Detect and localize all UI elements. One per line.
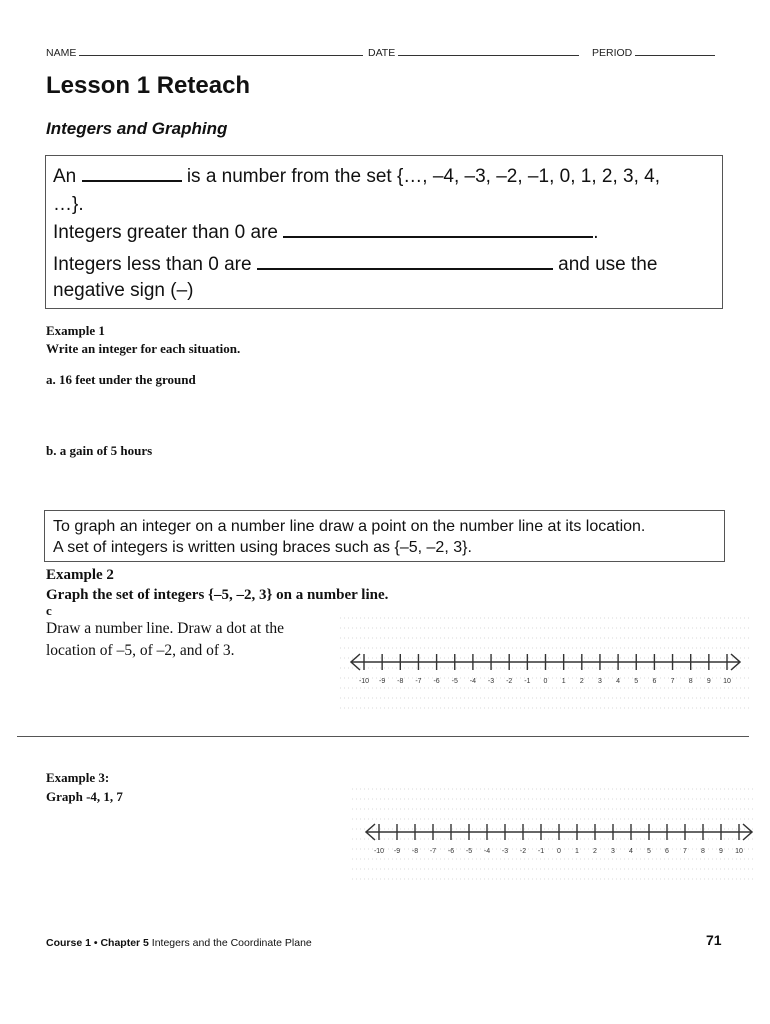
tick-label: -4 xyxy=(483,848,491,855)
tick-label: 6 xyxy=(665,848,669,855)
tick-label: 1 xyxy=(575,848,579,855)
tick-label: 3 xyxy=(611,848,615,855)
tick-label: -6 xyxy=(433,678,440,685)
negative-integers-blank[interactable] xyxy=(257,254,553,270)
stray-letter: c xyxy=(46,603,52,618)
tick-label: 9 xyxy=(706,678,711,685)
date-field xyxy=(368,46,579,59)
date-blank[interactable] xyxy=(398,46,579,56)
example-2-heading: Example 2 xyxy=(46,567,114,583)
tick-label: 6 xyxy=(652,678,657,685)
example-1-item-b: b. a gain of 5 hours xyxy=(46,443,153,458)
period-blank[interactable] xyxy=(635,46,715,56)
name-blank[interactable] xyxy=(79,46,363,56)
tick-label: -8 xyxy=(397,678,404,685)
example-3-instruction: Graph -4, 1, 7 xyxy=(46,789,123,804)
tick-label: -8 xyxy=(411,848,419,855)
footer-course-label: Course 1 • Chapter 5 xyxy=(46,937,149,949)
definition-text: An xyxy=(53,166,77,187)
tick-label: -1 xyxy=(537,848,545,855)
info-line-1: To graph an integer on a number line draw a point on the number line at its location. xyxy=(53,518,646,535)
tick-label: 10 xyxy=(735,848,743,855)
tick-label: -10 xyxy=(358,678,370,685)
tick-label: 4 xyxy=(616,678,621,685)
footer-chapter-title: Integers and the Coordinate Plane xyxy=(151,937,312,949)
tick-label: -5 xyxy=(451,678,458,685)
tick-label: -9 xyxy=(393,848,401,855)
tick-label: 5 xyxy=(634,678,639,685)
tick-label: -3 xyxy=(487,678,495,685)
tick-label: -6 xyxy=(447,848,455,855)
tick-label: -4 xyxy=(469,678,477,685)
tick-label: 0 xyxy=(557,848,561,855)
example-2-text-1: Draw a number line. Draw a dot at the xyxy=(46,620,285,637)
example-2-instruction: Graph the set of integers {–5, –2, 3} on a number line. xyxy=(46,587,389,603)
definition-text: is a number from the set {…, –4, –3, –2, –1, 0, 1, 2, 3, 4, xyxy=(186,166,660,187)
info-line-2: A set of integers is written using braces such as {–5, –2, 3}. xyxy=(53,539,472,556)
tick-label: -10 xyxy=(373,848,385,855)
example-3-heading: Example 3: xyxy=(46,770,110,785)
tick-label: 1 xyxy=(561,678,566,685)
positive-integers-blank[interactable] xyxy=(283,222,593,238)
example-1-item-a: a. 16 feet under the ground xyxy=(46,372,196,387)
definition-line-5: negative sign (–) xyxy=(53,280,194,301)
footer-course xyxy=(46,937,312,949)
tick-label: 9 xyxy=(719,848,723,855)
tick-label: 4 xyxy=(629,848,633,855)
tick-label: -9 xyxy=(379,678,386,685)
example-1-instruction: Write an integer for each situation. xyxy=(46,341,241,356)
tick-label: 7 xyxy=(683,848,687,855)
definition-text: . xyxy=(593,222,599,243)
tick-label: -3 xyxy=(501,848,509,855)
name-field xyxy=(46,46,363,59)
tick-label: 2 xyxy=(593,848,597,855)
definition-text: Integers less than 0 are xyxy=(53,254,252,275)
tick-label: 3 xyxy=(597,678,602,685)
period-field xyxy=(592,46,715,59)
tick-label: -7 xyxy=(415,678,422,685)
number-line-example-3[interactable] xyxy=(350,783,755,883)
tick-label: 2 xyxy=(579,678,584,685)
number-line-example-2[interactable] xyxy=(338,612,753,710)
tick-label: 5 xyxy=(647,848,651,855)
tick-label: 10 xyxy=(723,678,731,685)
tick-label: -2 xyxy=(506,678,513,685)
tick-label: 8 xyxy=(701,848,705,855)
graphing-info-box xyxy=(44,510,725,562)
example-1-heading: Example 1 xyxy=(46,323,105,338)
name-label: NAME xyxy=(46,47,77,59)
tick-label: -7 xyxy=(429,848,437,855)
tick-label: 0 xyxy=(543,678,548,685)
section-divider xyxy=(17,736,749,737)
tick-label: -1 xyxy=(524,678,531,685)
example-2-text-2: location of –5, of –2, and of 3. xyxy=(46,642,235,659)
page-number: 71 xyxy=(706,932,722,948)
date-label: DATE xyxy=(368,47,396,59)
page-subtitle: Integers and Graphing xyxy=(46,119,228,138)
definition-line-4 xyxy=(53,254,657,276)
integer-blank[interactable] xyxy=(82,166,182,182)
page-title: Lesson 1 Reteach xyxy=(46,72,251,99)
tick-label: -2 xyxy=(519,848,527,855)
period-label: PERIOD xyxy=(592,47,633,59)
tick-label: 8 xyxy=(688,678,693,685)
definition-line-2: …}. xyxy=(53,194,84,215)
definition-box xyxy=(45,155,723,309)
tick-label: 7 xyxy=(670,678,675,685)
definition-line-3 xyxy=(53,222,599,244)
definition-line-1 xyxy=(53,166,660,188)
definition-text: and use the xyxy=(558,254,658,275)
tick-label: -5 xyxy=(465,848,473,855)
definition-text: Integers greater than 0 are xyxy=(53,222,278,243)
